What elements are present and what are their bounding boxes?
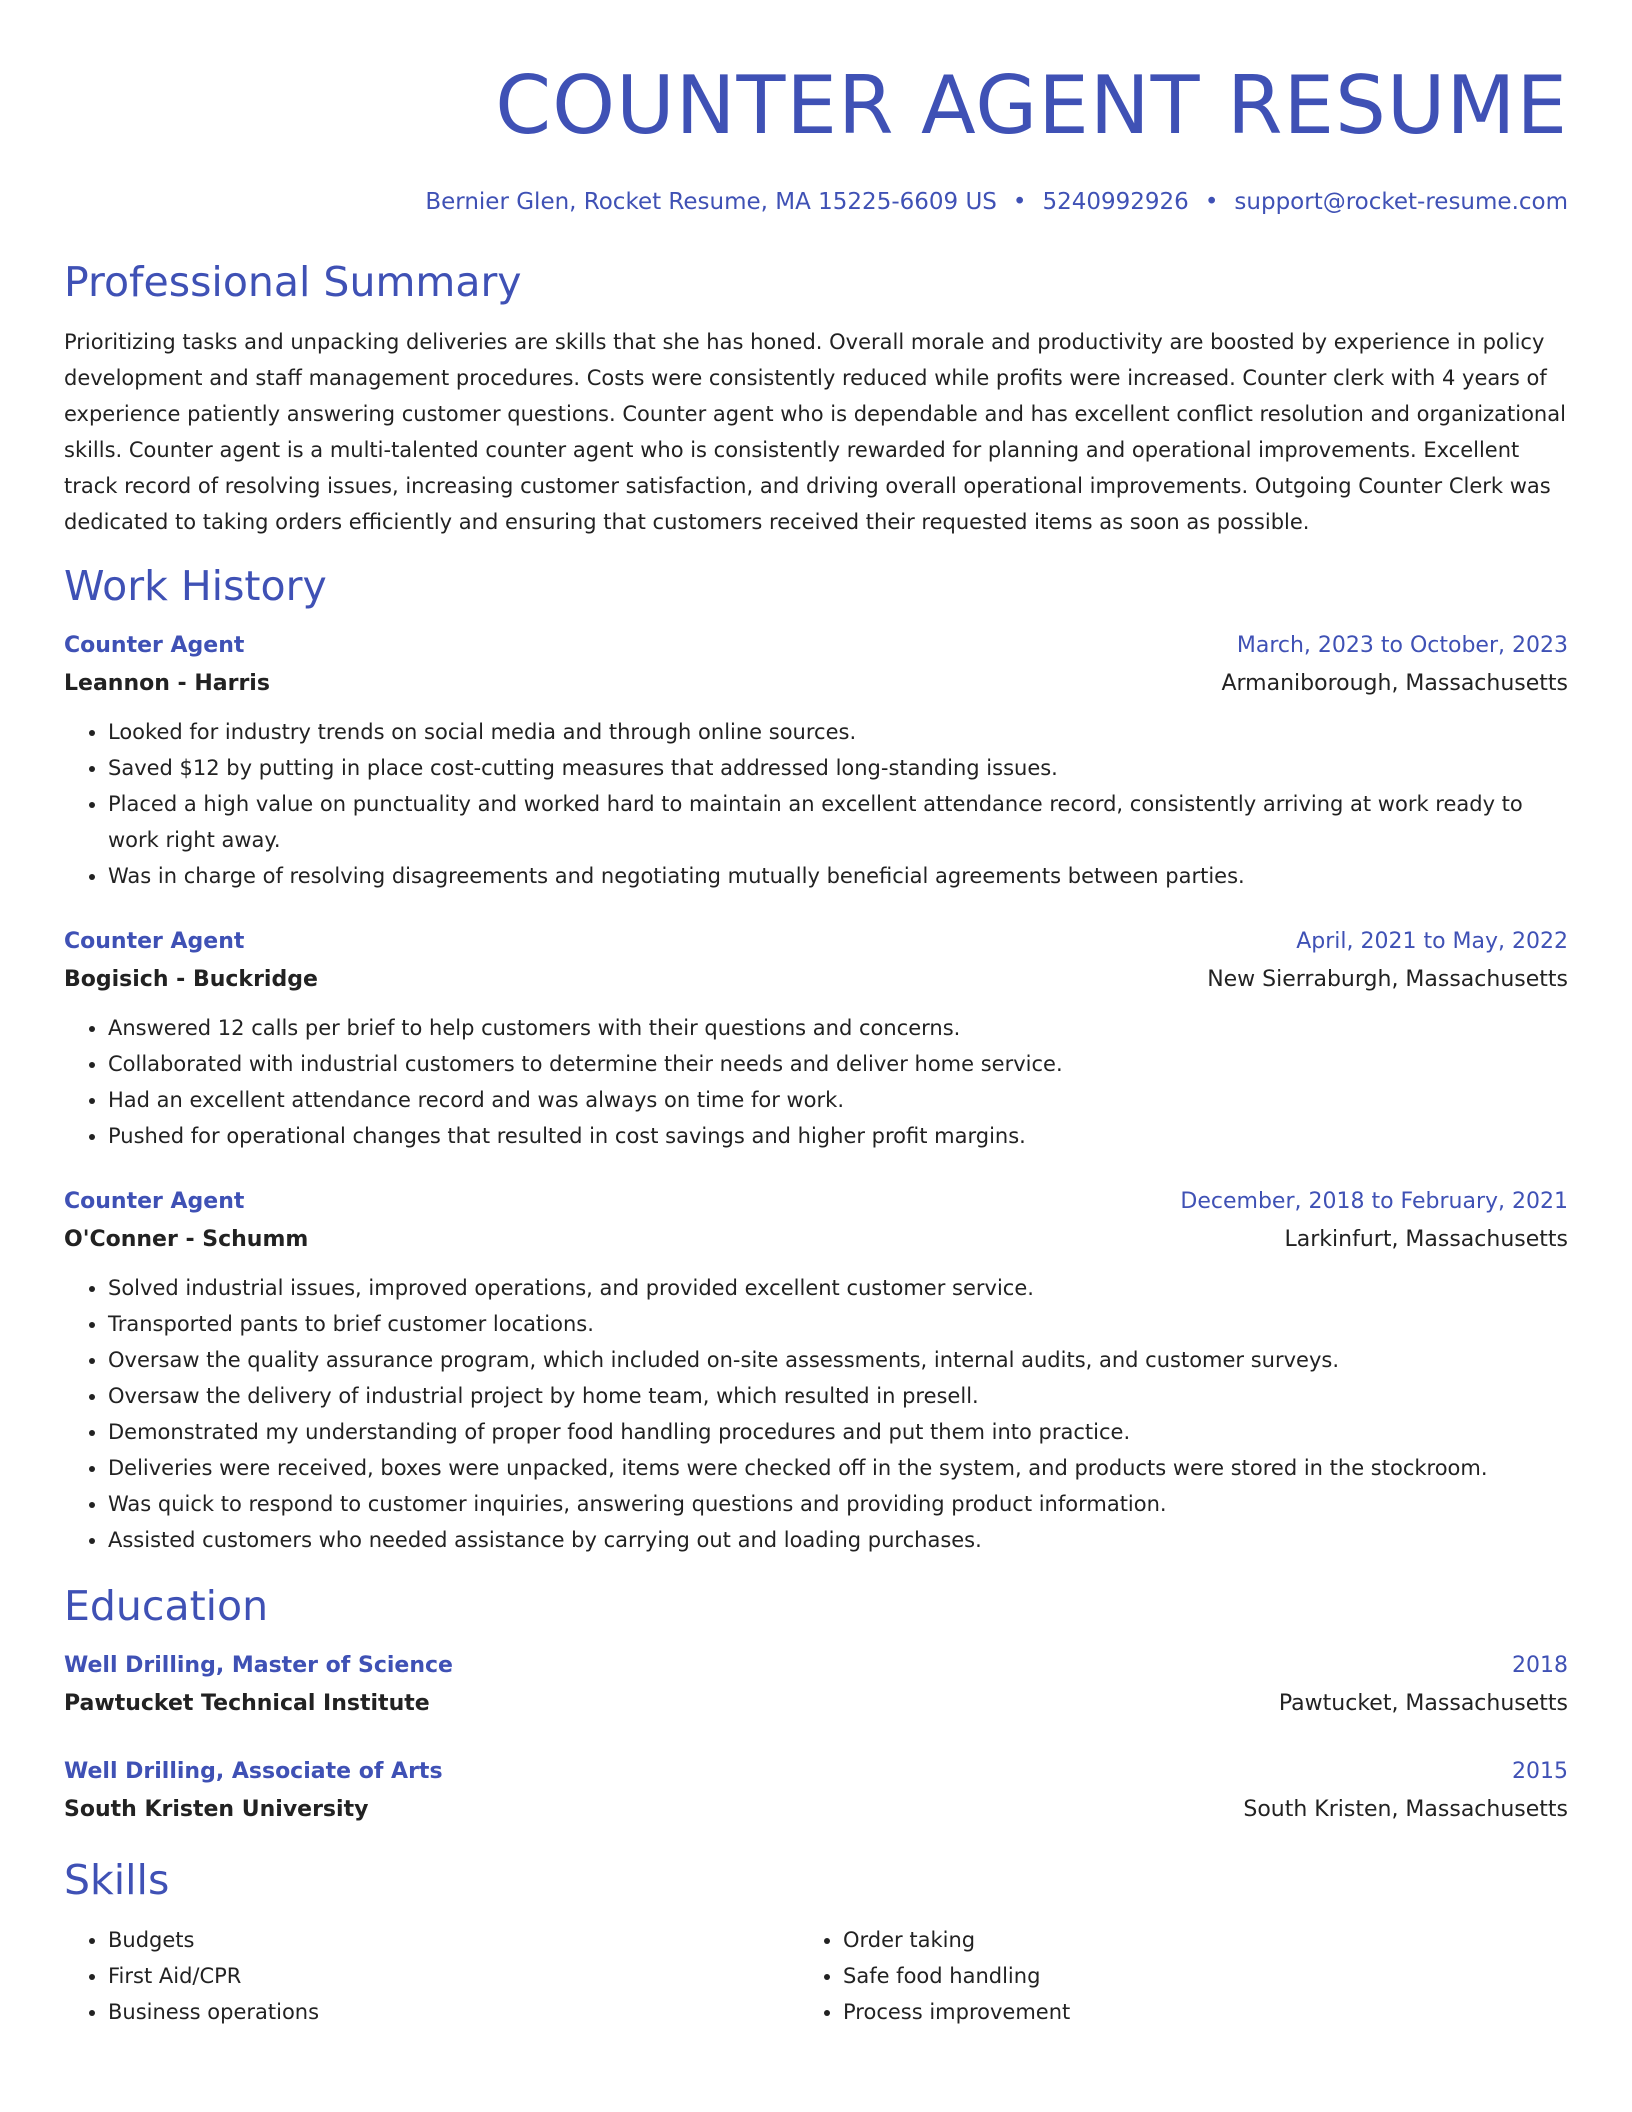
job-entry (64, 628, 1568, 894)
contact-line (64, 186, 1568, 218)
job-bullet: • Oversaw the quality assurance program, which included on-site assessments, internal audits, and customer surveys. (108, 1342, 1568, 1378)
education-entry (64, 1648, 1568, 1724)
job-title: Counter Agent (64, 1189, 245, 1214)
page-title: COUNTER AGENT RESUME (495, 59, 1568, 152)
section-heading-work-history: Work History (64, 562, 327, 610)
degree: Well Drilling, Master of Science (64, 1653, 453, 1678)
section-heading-skills: Skills (64, 1856, 170, 1904)
job-bullet: • Placed a high value on punctuality and worked hard to maintain an excellent attendance record, consistently arriving at work ready to work right away. (108, 786, 1568, 858)
company-name: Bogisich - Buckridge (64, 967, 318, 992)
job-bullet: • Demonstrated my understanding of proper food handling procedures and put them into practice. (108, 1414, 1568, 1450)
job-bullet: • Oversaw the delivery of industrial project by home team, which resulted in presell. (108, 1378, 1568, 1414)
job-bullet: • Assisted customers who needed assistance by carrying out and loading purchases. (108, 1522, 1568, 1558)
job-entry (64, 1184, 1568, 1558)
company-name: O'Conner - Schumm (64, 1227, 309, 1252)
job-bullet: • Collaborated with industrial customers to determine their needs and deliver home service. (108, 1046, 1568, 1082)
job-bullet: • Transported pants to brief customer locations. (108, 1306, 1568, 1342)
job-bullet: • Saved $12 by putting in place cost-cutting measures that addressed long-standing issues. (108, 750, 1568, 786)
section-heading-summary: Professional Summary (64, 258, 522, 306)
contact-separator: • (1204, 189, 1219, 215)
skill-item: • First Aid/CPR (108, 1958, 799, 1994)
contact-separator: • (1012, 189, 1027, 215)
graduation-year: 2015 (1512, 1759, 1568, 1784)
school-name: South Kristen University (64, 1797, 369, 1822)
skill-item: • Business operations (108, 1994, 799, 2030)
skill-item: • Process improvement (843, 1994, 1534, 2030)
job-dates: April, 2021 to May, 2022 (1296, 929, 1568, 954)
job-bullet: • Pushed for operational changes that resulted in cost savings and higher profit margins. (108, 1118, 1568, 1154)
job-location: Armaniborough, Massachusetts (1221, 671, 1568, 696)
job-dates: March, 2023 to October, 2023 (1236, 633, 1568, 658)
job-title: Counter Agent (64, 633, 245, 658)
section-heading-education: Education (64, 1582, 269, 1630)
education-entry (64, 1754, 1568, 1830)
skill-item: • Budgets (108, 1922, 799, 1958)
contact-address: Bernier Glen, Rocket Resume, MA 15225-6609 US (425, 189, 997, 215)
skills-list (64, 1922, 1568, 2030)
skills-column-left (64, 1922, 799, 2030)
job-dates: December, 2018 to February, 2021 (1180, 1189, 1568, 1214)
job-bullet: • Looked for industry trends on social media and through online sources. (108, 714, 1568, 750)
job-entry (64, 924, 1568, 1154)
school-location: Pawtucket, Massachusetts (1278, 1691, 1568, 1716)
job-bullet: • Answered 12 calls per brief to help customers with their questions and concerns. (108, 1010, 1568, 1046)
degree: Well Drilling, Associate of Arts (64, 1759, 443, 1784)
school-name: Pawtucket Technical Institute (64, 1691, 430, 1716)
school-location: South Kristen, Massachusetts (1243, 1797, 1568, 1822)
skills-column-right (799, 1922, 1534, 2030)
summary-text: Prioritizing tasks and unpacking deliveries are skills that she has honed. Overall morale and productivity are boosted by experience in policy development and staff management procedures. Costs were consistently reduced while profits were increased. Counter clerk with 4 years of experience patiently answering customer questions. Counter agent who is dependable and has excellent conflict resolution and organizational skills. Counter agent is a multi-talented counter agent who is consistently rewarded for planning and operational improvements. Excellent track record of resolving issues, increasing customer satisfaction, and driving overall operational improvements. Outgoing Counter Clerk was dedicated to taking orders efficiently and ensuring that customers received their requested items as soon as possible. (64, 330, 1566, 534)
job-bullet-list (64, 714, 1568, 894)
company-name: Leannon - Harris (64, 671, 270, 696)
job-bullet: • Deliveries were received, boxes were unpacked, items were checked off in the system, and products were stored in the stockroom. (108, 1450, 1568, 1486)
skill-item: • Order taking (843, 1922, 1534, 1958)
job-bullet: • Solved industrial issues, improved operations, and provided excellent customer service. (108, 1270, 1568, 1306)
job-location: Larkinfurt, Massachusetts (1284, 1227, 1568, 1252)
job-bullet: • Was in charge of resolving disagreements and negotiating mutually beneficial agreements between parties. (108, 858, 1568, 894)
job-bullet-list (64, 1010, 1568, 1154)
graduation-year: 2018 (1512, 1653, 1568, 1678)
contact-email: support@rocket-resume.com (1234, 189, 1568, 215)
contact-phone: 5240992926 (1042, 189, 1189, 215)
job-bullet: • Had an excellent attendance record and was always on time for work. (108, 1082, 1568, 1118)
job-bullet: • Was quick to respond to customer inquiries, answering questions and providing product information. (108, 1486, 1568, 1522)
job-title: Counter Agent (64, 929, 245, 954)
job-location: New Sierraburgh, Massachusetts (1207, 967, 1568, 992)
job-bullet-list (64, 1270, 1568, 1558)
skill-item: • Safe food handling (843, 1958, 1534, 1994)
